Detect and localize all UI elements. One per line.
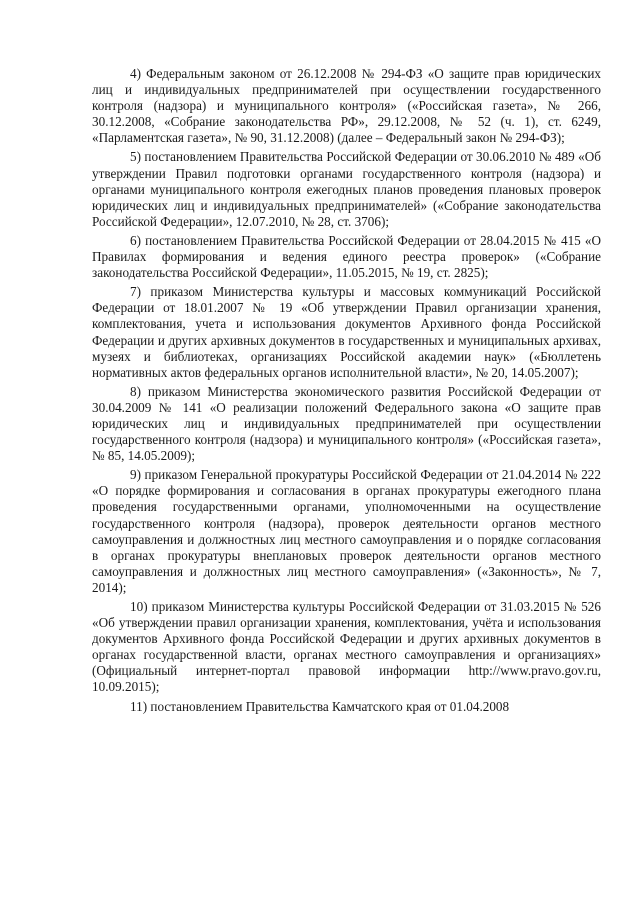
- document-page: [92, 66, 601, 718]
- list-item-4: 4) Федеральным законом от 26.12.2008 № 294-ФЗ «О защите прав юридических лиц и индивидуальных предпринимателей при осуществлении государственного контроля (надзора) и муниципального контроля» («Российская газета», № 266, 30.12.2008, «Собрание законодательства РФ», 29.12.2008, № 52 (ч. 1), ст. 6249, «Парламентская газета», № 90, 31.12.2008) (далее – Федеральный закон № 294-ФЗ);: [92, 66, 601, 146]
- list-item-6: 6) постановлением Правительства Российской Федерации от 28.04.2015 № 415 «О Правилах формирования и ведения единого реестра проверок» («Собрание законодательства Российской Федерации», 11.05.2015, № 19, ст. 2825);: [92, 232, 601, 281]
- list-item-10: 10) приказом Министерства культуры Российской Федерации от 31.03.2015 № 526 «Об утверждении правил организации хранения, комплектования, учёта и использования документов Архивного фонда Российской Федерации и других архивных документов в органах государственной власти, органах местного самоуправления и организациях» (Официальный интернет-портал правовой информации http://www.pravo.gov.ru, 10.09.2015);: [92, 599, 601, 695]
- list-item-9: 9) приказом Генеральной прокуратуры Российской Федерации от 21.04.2014 № 222 «О порядке формирования и согласования в органах прокуратуры ежегодного плана проведения государственными органами, уполномоченными на осуществление государственного контроля (надзора), проверок деятельности органов местного самоуправления и должностных лиц местного самоуправления и о порядке согласования в органах прокуратуры внеплановых проверок деятельности органов местного самоуправления и должностных лиц местного самоуправления» («Законность», № 7, 2014);: [92, 467, 601, 595]
- list-item-5: 5) постановлением Правительства Российской Федерации от 30.06.2010 № 489 «Об утверждении Правил подготовки органами государственного контроля (надзора) и органами муниципального контроля ежегодных планов проведения плановых проверок юридических лиц и индивидуальных предпринимателей» («Собрание законодательства Российской Федерации», 12.07.2010, № 28, ст. 3706);: [92, 149, 601, 229]
- list-item-8: 8) приказом Министерства экономического развития Российской Федерации от 30.04.2009 № 141 «О реализации положений Федерального закона «О защите прав юридических лиц и индивидуальных предпринимателей при осуществлении государственного контроля (надзора) и муниципального контроля» («Российская газета», № 85, 14.05.2009);: [92, 383, 601, 464]
- list-item-11: 11) постановлением Правительства Камчатского края от 01.04.2008: [130, 698, 510, 714]
- list-item-7: 7) приказом Министерства культуры и массовых коммуникаций Российской Федерации от 18.01.2007 № 19 «Об утверждении Правил организации хранения, комплектования, учета и использования документов Архивного фонда Российской Федерации и других архивных документов в государственных и муниципальных архивах, музеях и библиотеках, организациях Российской академии наук» («Бюллетень нормативных актов федеральных органов исполнительной власти», № 20, 14.05.2007);: [92, 284, 601, 380]
